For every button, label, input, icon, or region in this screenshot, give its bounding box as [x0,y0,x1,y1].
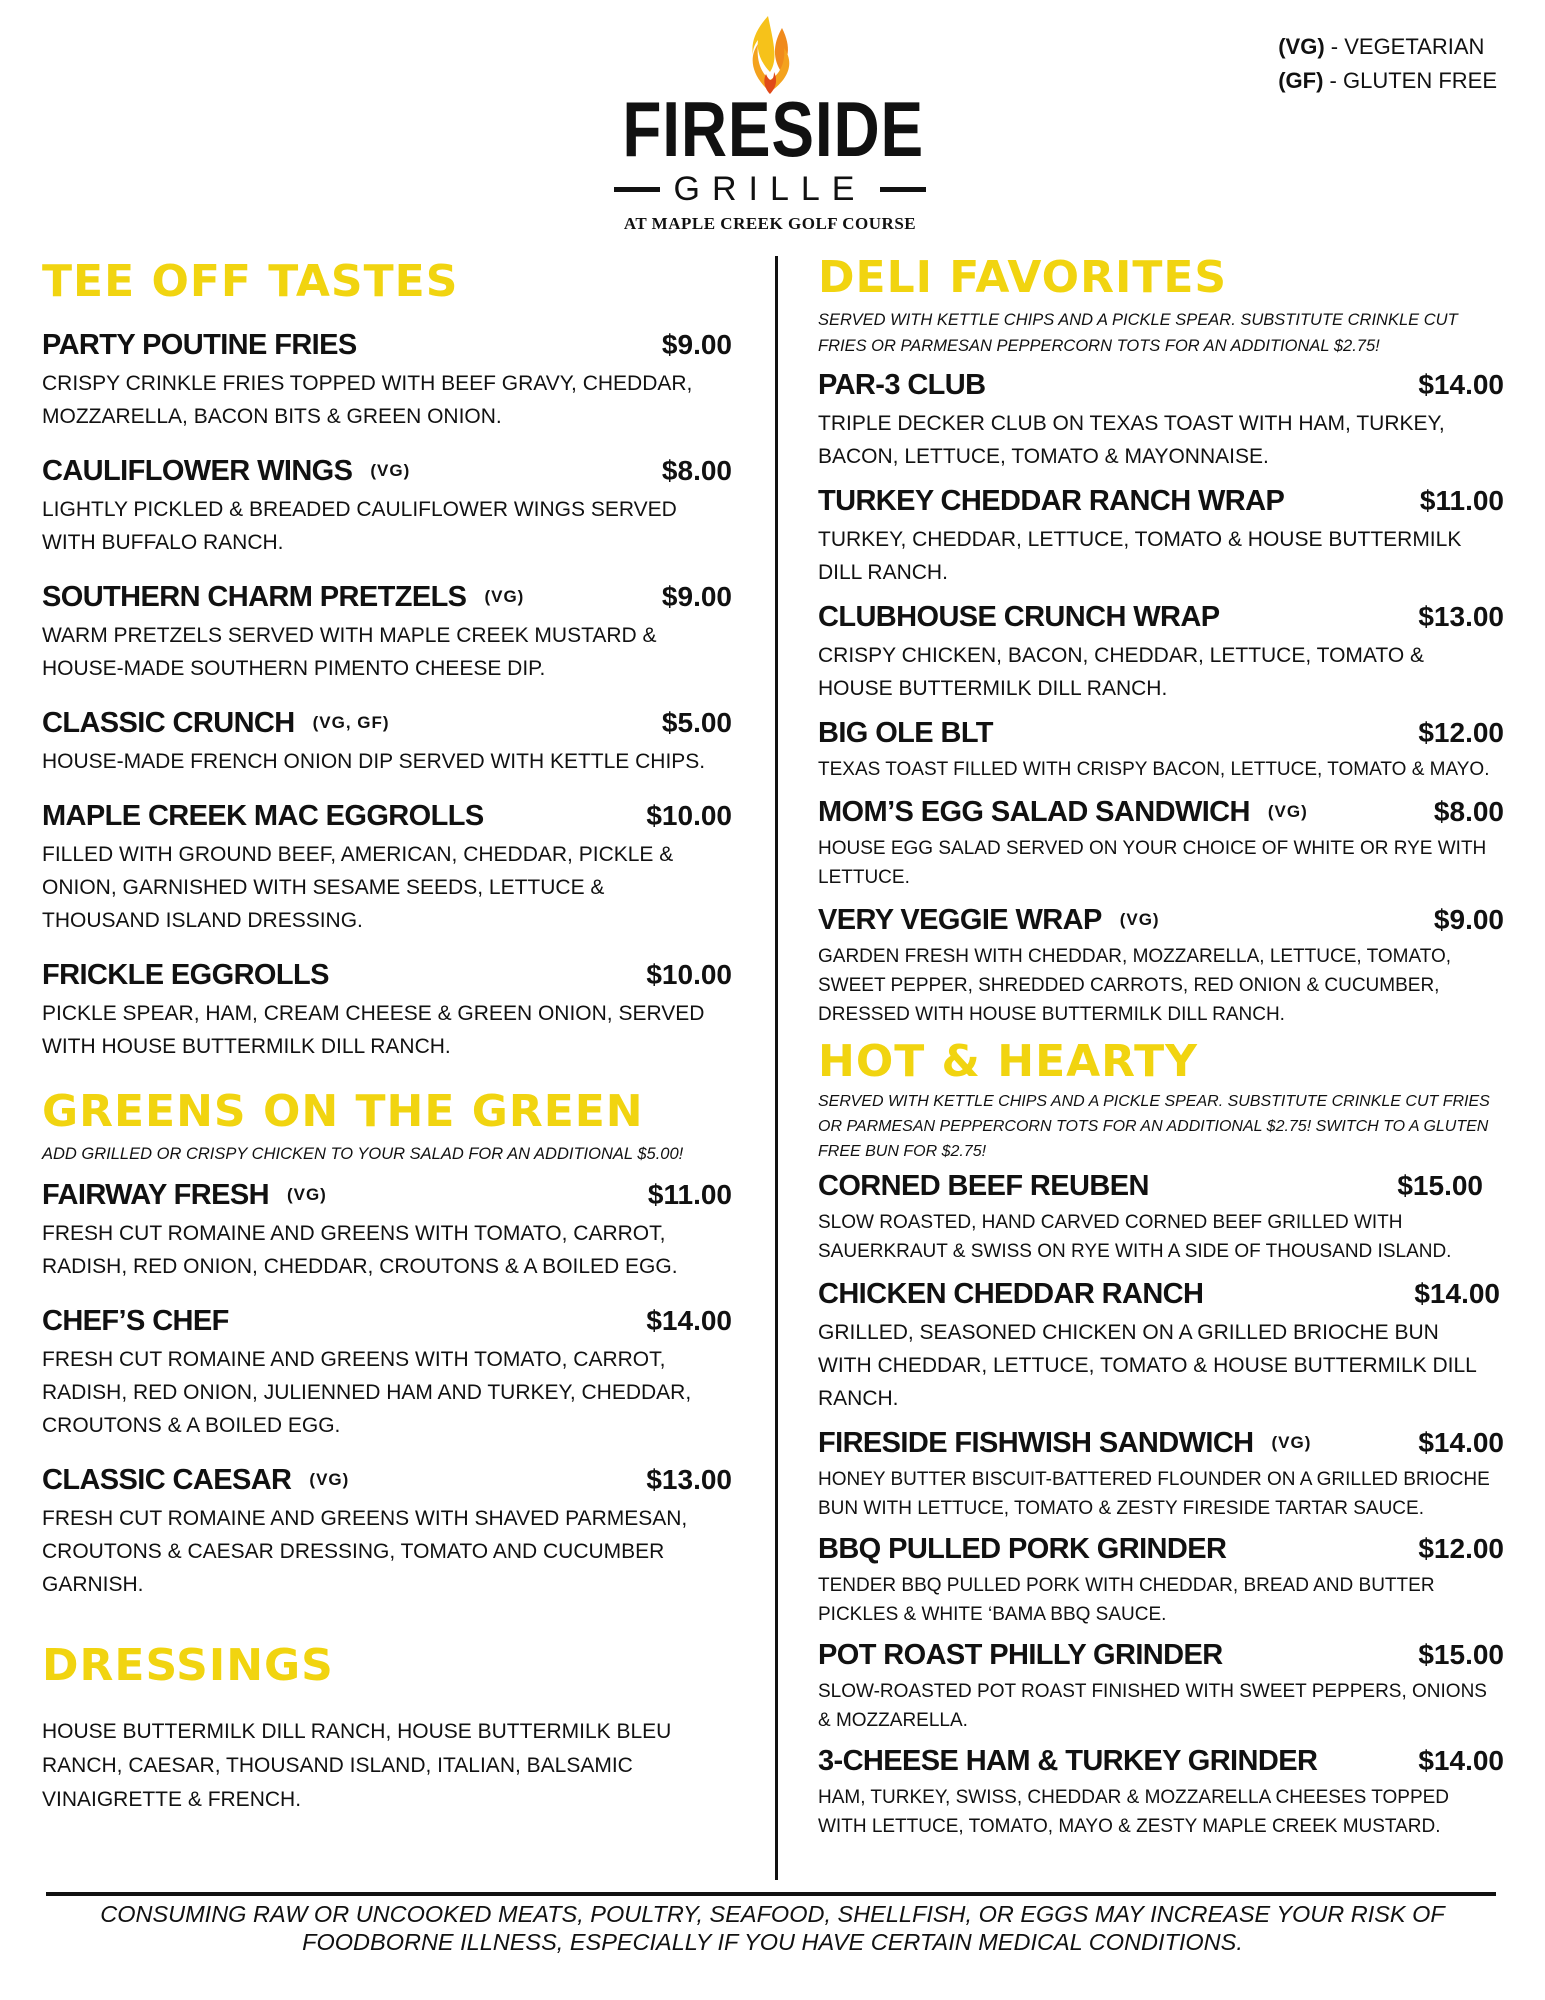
item-diet-tag: (VG, GF) [312,713,390,732]
item-name: TURKEY CHEDDAR RANCH WRAP [818,484,1285,517]
section-title-dressings: DRESSINGS [42,1640,334,1691]
item-description: GRILLED, SEASONED CHICKEN ON A GRILLED BRIOCHE BUN WITH CHEDDAR, LETTUCE, TOMATO & HOUSE BUTTERMILK DILL RANCH. [818,1321,1477,1410]
brand-divider-right [880,187,926,192]
item-price: $13.00 [1418,601,1504,632]
item-diet-tag: (VG) [1119,910,1160,929]
item-price: $8.00 [661,455,732,486]
item-name: 3-CHEESE HAM & TURKEY GRINDER [818,1744,1318,1777]
item-diet-tag: (VG) [484,587,525,606]
item-description: HOUSE-MADE FRENCH ONION DIP SERVED WITH KETTLE CHIPS. [42,750,706,773]
item-description: TEXAS TOAST FILLED WITH CRISPY BACON, LETTUCE, TOMATO & MAYO. [818,759,1490,780]
item-diet-tag: (VG) [286,1185,327,1204]
item-price: $13.00 [646,1464,732,1495]
menu-item [818,711,1504,784]
brand-divider-left [614,187,660,192]
diet-legend [1278,30,1497,98]
menu-item [42,701,742,778]
menu-item [818,1164,1504,1266]
item-description: TENDER BBQ PULLED PORK WITH CHEDDAR, BREAD AND BUTTER PICKLES & WHITE ‘BAMA BBQ SAUCE. [818,1575,1435,1625]
item-diet-tag: (VG) [309,1470,350,1489]
item-description: FRESH CUT ROMAINE AND GREENS WITH SHAVED PARMESAN, CROUTONS & CAESAR DRESSING, TOMATO AND CUCUMBER GARNISH. [42,1507,688,1596]
item-description: LIGHTLY PICKLED & BREADED CAULIFLOWER WINGS SERVED WITH BUFFALO RANCH. [42,498,677,554]
brand-name: FIRESIDE [622,85,924,173]
item-price: $11.00 [1419,485,1504,516]
item-price: $12.00 [1418,1533,1504,1564]
menu-item [42,575,742,685]
menu-item [818,595,1504,705]
brand-logo [590,14,950,239]
item-name: BBQ PULLED PORK GRINDER [818,1532,1227,1565]
section-title-greens: GREENS ON THE GREEN [42,1086,644,1137]
item-name: PAR-3 CLUB [818,368,986,401]
menu-item [818,790,1504,892]
item-description: WARM PRETZELS SERVED WITH MAPLE CREEK MUSTARD & HOUSE-MADE SOUTHERN PIMENTO CHEESE DIP. [42,624,657,680]
menu-item [42,449,742,559]
item-price: $14.00 [1418,1427,1504,1458]
section-note-greens: ADD GRILLED OR CRISPY CHICKEN TO YOUR SALAD FOR AN ADDITIONAL $5.00! [42,1145,684,1163]
item-price: $9.00 [661,581,732,612]
item-description: FILLED WITH GROUND BEEF, AMERICAN, CHEDDAR, PICKLE & ONION, GARNISHED WITH SESAME SEEDS, LETTUCE & THOUSAND ISLAND DRESSING. [42,843,674,932]
menu-item [818,1633,1504,1735]
item-name: CORNED BEEF REUBEN [818,1169,1149,1202]
item-name: POT ROAST PHILLY GRINDER [818,1638,1223,1671]
item-name: SOUTHERN CHARM PRETZELS [42,580,467,613]
item-price: $14.00 [1414,1278,1500,1309]
item-description: HAM, TURKEY, SWISS, CHEDDAR & MOZZARELLA CHEESES TOPPED WITH LETTUCE, TOMATO, MAYO & ZESTY MAPLE CREEK MUSTARD. [818,1787,1450,1837]
column-divider [775,256,778,1880]
menu-item [42,1299,742,1442]
item-name: FRICKLE EGGROLLS [42,958,329,991]
item-description: CRISPY CRINKLE FRIES TOPPED WITH BEEF GRAVY, CHEDDAR, MOZZARELLA, BACON BITS & GREEN ONION. [42,372,693,428]
item-description: FRESH CUT ROMAINE AND GREENS WITH TOMATO, CARROT, RADISH, RED ONION, CHEDDAR, CROUTONS & A BOILED EGG. [42,1222,678,1278]
item-description: TURKEY, CHEDDAR, LETTUCE, TOMATO & HOUSE BUTTERMILK DILL RANCH. [818,528,1462,584]
item-price: $12.00 [1418,717,1504,748]
item-diet-tag: (VG) [1271,1433,1312,1452]
item-price: $15.00 [1418,1639,1504,1670]
brand-sub-row [610,170,930,209]
legend-vegetarian: (VG) - VEGETARIAN [1278,34,1485,59]
brand-location: AT MAPLE CREEK GOLF COURSE [623,214,917,233]
section-title-deli: DELI FAVORITES [818,252,1228,303]
menu-item [42,794,742,937]
item-name: CHEF’S CHEF [42,1304,229,1337]
item-price: $9.00 [661,329,732,360]
item-description: HOUSE EGG SALAD SERVED ON YOUR CHOICE OF WHITE OR RYE WITH LETTUCE. [818,838,1487,888]
menu-item [818,363,1504,473]
section-note-deli: SERVED WITH KETTLE CHIPS AND A PICKLE SPEAR. SUBSTITUTE CRINKLE CUT FRIES OR PARMESAN PEPPERCORN TOTS FOR AN ADDITIONAL $2.75! [818,311,1458,355]
menu-item [818,1739,1504,1841]
item-price: $10.00 [646,800,732,831]
item-name: FIRESIDE FISHWISH SANDWICH [818,1426,1254,1459]
section-note-hot: SERVED WITH KETTLE CHIPS AND A PICKLE SPEAR. SUBSTITUTE CRINKLE CUT FRIES OR PARMESAN PEPPERCORN TOTS FOR AN ADDITIONAL $2.75! SWITCH TO A GLUTEN FREE BUN FOR $2.75! [818,1093,1490,1160]
item-name: FAIRWAY FRESH [42,1178,269,1211]
item-name: PARTY POUTINE FRIES [42,328,357,361]
item-name: BIG OLE BLT [818,716,993,749]
item-price: $11.00 [647,1179,732,1210]
right-column [818,252,1504,1841]
legend-gluten-free: (GF) - GLUTEN FREE [1278,68,1497,93]
item-price: $8.00 [1433,796,1504,827]
item-diet-tag: (VG) [370,461,411,480]
menu-item [818,898,1504,1029]
item-name: VERY VEGGIE WRAP [818,903,1102,936]
food-safety-disclaimer: CONSUMING RAW OR UNCOOKED MEATS, POULTRY, SEAFOOD, SHELLFISH, OR EGGS MAY INCREASE YOUR RISK OF FOODBORNE ILLNESS, ESPECIALLY IF YOU HAVE CERTAIN MEDICAL CONDITIONS. [100,1901,1445,1955]
left-column [42,255,742,1817]
item-description: FRESH CUT ROMAINE AND GREENS WITH TOMATO, CARROT, RADISH, RED ONION, JULIENNED HAM AND TURKEY, CHEDDAR, CROUTONS & A BOILED EGG. [42,1348,692,1437]
menu-item [818,479,1504,589]
item-name: CAULIFLOWER WINGS [42,454,353,487]
item-price: $14.00 [646,1305,732,1336]
item-description: GARDEN FRESH WITH CHEDDAR, MOZZARELLA, LETTUCE, TOMATO, SWEET PEPPER, SHREDDED CARROTS, RED ONION & CUCUMBER, DRESSED WITH HOUSE BUTTERMILK DILL RANCH. [818,946,1452,1025]
item-description: SLOW-ROASTED POT ROAST FINISHED WITH SWEET PEPPERS, ONIONS & MOZZARELLA. [818,1681,1487,1731]
item-price: $9.00 [1433,904,1504,935]
item-name: CLASSIC CAESAR [42,1463,292,1496]
footer-divider [46,1892,1496,1896]
item-description: HONEY BUTTER BISCUIT-BATTERED FLOUNDER ON A GRILLED BRIOCHE BUN WITH LETTUCE, TOMATO & ZESTY FIRESIDE TARTAR SAUCE. [818,1469,1490,1519]
item-price: $15.00 [1397,1170,1483,1201]
menu-item [818,1527,1504,1629]
item-description: SLOW ROASTED, HAND CARVED CORNED BEEF GRILLED WITH SAUERKRAUT & SWISS ON RYE WITH A SIDE OF THOUSAND ISLAND. [818,1212,1452,1262]
item-description: TRIPLE DECKER CLUB ON TEXAS TOAST WITH HAM, TURKEY, BACON, LETTUCE, TOMATO & MAYONNAISE. [818,412,1445,468]
item-name: MAPLE CREEK MAC EGGROLLS [42,799,484,832]
item-name: MOM’S EGG SALAD SANDWICH [818,795,1250,828]
section-title-tee-off: TEE OFF TASTES [42,256,459,307]
item-name: CLASSIC CRUNCH [42,706,295,739]
menu-item [42,1458,742,1601]
menu-item [818,1272,1504,1415]
section-title-hot: HOT & HEARTY [818,1036,1198,1087]
menu-item [42,323,742,433]
brand-sub: GRILLE [673,170,867,208]
item-price: $5.00 [661,707,732,738]
dressings-list: HOUSE BUTTERMILK DILL RANCH, HOUSE BUTTERMILK BLEU RANCH, CAESAR, THOUSAND ISLAND, ITALIAN, BALSAMIC VINAIGRETTE & FRENCH. [42,1720,672,1811]
menu-item [818,1421,1504,1523]
item-diet-tag: (VG) [1267,802,1308,821]
item-description: CRISPY CHICKEN, BACON, CHEDDAR, LETTUCE, TOMATO & HOUSE BUTTERMILK DILL RANCH. [818,644,1424,700]
item-name: CHICKEN CHEDDAR RANCH [818,1277,1204,1310]
item-price: $10.00 [646,959,732,990]
menu-item [42,1173,742,1283]
item-description: PICKLE SPEAR, HAM, CREAM CHEESE & GREEN ONION, SERVED WITH HOUSE BUTTERMILK DILL RANCH. [42,1002,705,1058]
menu-item [42,953,742,1063]
item-price: $14.00 [1418,1745,1504,1776]
item-price: $14.00 [1418,369,1504,400]
item-name: CLUBHOUSE CRUNCH WRAP [818,600,1220,633]
